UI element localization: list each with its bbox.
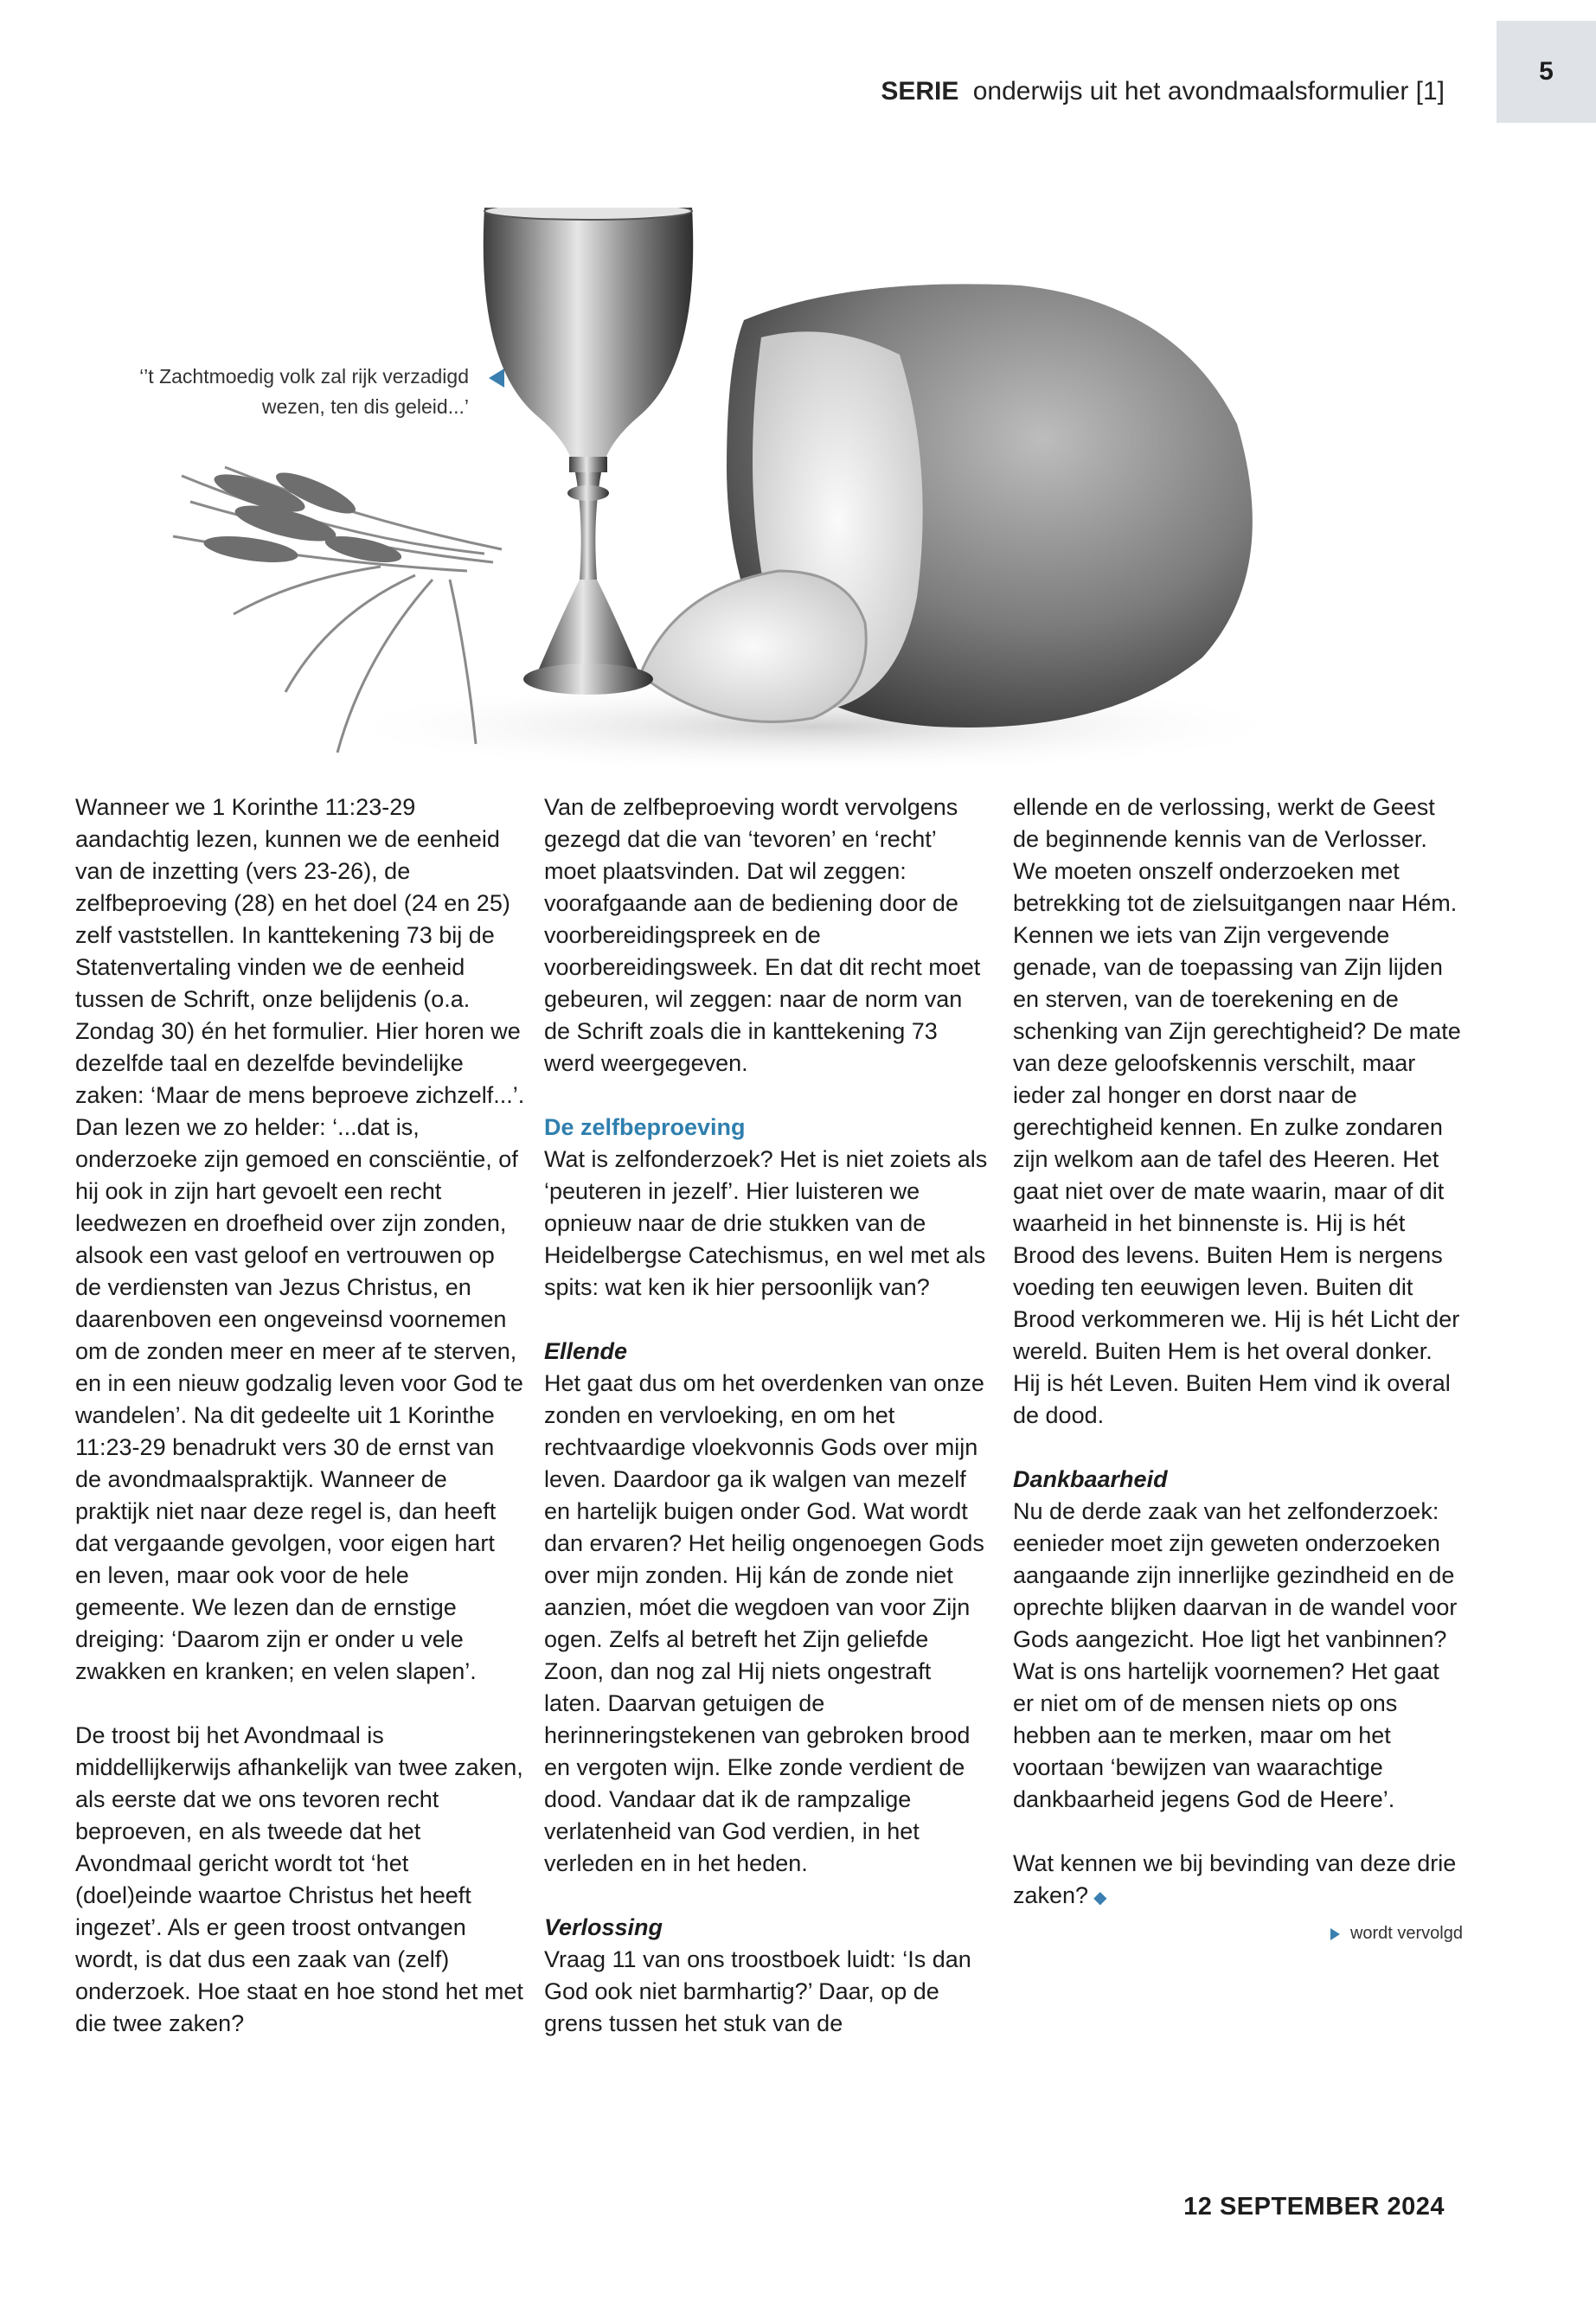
- article-column-2: [544, 792, 994, 2040]
- chalice-and-bread-photo: [156, 208, 1298, 796]
- article-column-3: [1013, 792, 1463, 1950]
- page-number: 5: [1539, 57, 1554, 86]
- article-column-1: [75, 792, 525, 2072]
- running-header: [881, 74, 1445, 109]
- caption-line-2: wezen, ten dis geleid...’: [261, 395, 469, 418]
- wheat-ears: [202, 465, 404, 567]
- silver-chalice: [484, 208, 694, 695]
- section-heading: De zelfbeproeving: [544, 1114, 746, 1140]
- page-number-tab: [1497, 21, 1596, 123]
- paragraph: Nu de derde zaak van het zelfonderzoek: eenieder moet zijn geweten onderzoeken aangaande zijn innerlijke gezindheid en de oprechte blijken daarvan in de wandel voor Gods aangezicht. Hoe ligt het vanbinnen? Wat is ons hartelijk voornemen? Het gaat er niet om of de mensen niets op ons hebben aan te merken, maar om het voortaan ‘bewijzen van waarachtige dankbaarheid jegens God de Heere’.: [1013, 1498, 1458, 1812]
- paragraph: Wanneer we 1 Korinthe 11:23-29 aandachtig lezen, kunnen we de eenheid van de inzetting (vers 23-26), de zelfbeproeving (28) en het doel (24 en 25) zelf vaststellen. In kanttekening 73 bij de Statenvertaling vinden we de eenheid tussen de Schrift, onze belijdenis (o.a. Zondag 30) én het formulier. Hier horen we dezelfde taal en dezelfde bevindelijke zaken: ‘Maar de mens beproeve zichzelf...’. Dan lezen we zo helder: ‘...dat is, onderzoeke zijn gemoed en consciëntie, of hij ook in zijn hart gevoelt een recht leedwezen en droefheid over zijn zonden, alsook een vast geloof en vertrouwen op de verdiensten van Jezus Christus, en daarenboven een ongeveinsd voornemen om de zonden meer en meer af te sterven, en in een nieuw godzalig leven voor God te wandelen’. Na dit gedeelte uit 1 Korinthe 11:23-29 benadrukt vers 30 de ernst van de avondmaalspraktijk. Wanneer de praktijk niet naar deze regel is, dan heeft dat vergaande gevolgen, voor eigen hart en leven, maar ook voor de hele gemeente. We lezen dan de ernstige dreiging: ‘Daarom zijn er onder u vele zwakken en kranken; en velen slapen’.: [75, 794, 525, 1684]
- paragraph: ellende en de verlossing, werkt de Geest de beginnende kennis van de Verlosser. We moeten onszelf onderzoeken met betrekking tot de zielsuitgangen naar Hém. Kennen we iets van Zijn vergevende genade, van de toepassing van Zijn lijden en sterven, van de toerekening en de schenking van Zijn gerechtigheid? De mate van deze geloofskennis verschilt, maar ieder zal honger en dorst naar de gerechtigheid kennen. En zulke zondaren zijn welkom aan de tafel des Heeren. Het gaat niet over de mate waarin, maar of dit waarheid in het binnenste is. Hij is hét Brood des levens. Buiten Hem is nergens voeding ten eeuwigen leven. Buiten dit Brood verkommeren we. Hij is hét Licht der wereld. Buiten Hem is het overal donker. Hij is hét Leven. Buiten Hem vind ik overal de dood.: [1013, 794, 1461, 1428]
- subheading-dankbaarheid: Dankbaarheid: [1013, 1466, 1168, 1492]
- paragraph: Van de zelfbeproeving wordt vervolgens gezegd dat die van ‘tevoren’ en ‘recht’ moet plaatsvinden. Dat wil zeggen: voorafgaande aan de bediening door de voorbereidingspreek en de voorbereidingsweek. En dat dit recht moet gebeuren, wil zeggen: naar de norm van de Schrift zoals die in kanttekening 73 werd weergegeven.: [544, 794, 981, 1076]
- paragraph: Vraag 11 van ons troostboek luidt: ‘Is dan God ook niet barmhartig?’ Daar, op de grens tussen het stuk van de: [544, 1946, 971, 2036]
- paragraph: De troost bij het Avondmaal is middellijkerwijs afhankelijk van twee zaken, als eerste dat we ons tevoren recht beproeven, en als tweede dat het Avondmaal gericht wordt tot ‘het (doel)einde waartoe Christus het heeft ingezet’. Als er geen troost ontvangen wordt, is dat dus een zaak van (zelf) onderzoek. Hoe staat en hoe stond het met die twee zaken?: [75, 1722, 523, 2036]
- caption-line-1: ‘’t Zachtmoedig volk zal rijk verzadigd: [139, 365, 469, 388]
- end-mark-icon: ◆: [1093, 1888, 1107, 1907]
- paragraph: Wat is zelfonderzoek? Het is niet zoiets als ‘peuteren in jezelf’. Hier luisteren we opnieuw naar de drie stukken van de Heidelbergse Catechismus, en wel met als spits: wat ken ik hier persoonlijk van?: [544, 1146, 988, 1300]
- series-title: onderwijs uit het avondmaalsformulier [1]: [972, 77, 1445, 106]
- issue-date: 12 SEPTEMBER 2024: [1183, 2193, 1445, 2221]
- paragraph: Het gaat dus om het overdenken van onze zonden en vervloeking, en om het rechtvaardige vloekvonnis Gods over mijn leven. Daardoor ga ik walgen van mezelf en hartelijk buigen onder God. Wat wordt dan ervaren? Het heilig ongenoegen Gods over mijn zonden. Hij kán de zonde niet aanzien, móet die wegdoen van voor Zijn ogen. Zelfs al betreft het Zijn geliefde Zoon, dan nog zal Hij niets ongestraft laten. Daarvan getuigen de herinneringstekenen van gebroken brood en vergoten wijn. Elke zonde verdient de dood. Vandaar dat ik de rampzalige verlatenheid van God verdien, in het verleden en in het heden.: [544, 1370, 984, 1876]
- continued-label: wordt vervolgd: [1349, 1924, 1463, 1943]
- series-label: SERIE: [881, 77, 959, 106]
- continued-note: [1013, 1918, 1463, 1950]
- subheading-ellende: Ellende: [544, 1338, 628, 1364]
- subheading-verlossing: Verlossing: [544, 1914, 663, 1940]
- play-triangle-icon: [1330, 1928, 1340, 1940]
- closing-paragraph: [1013, 1848, 1463, 1914]
- closing-text: Wat kennen we bij bevinding van deze drie zaken?: [1013, 1850, 1457, 1908]
